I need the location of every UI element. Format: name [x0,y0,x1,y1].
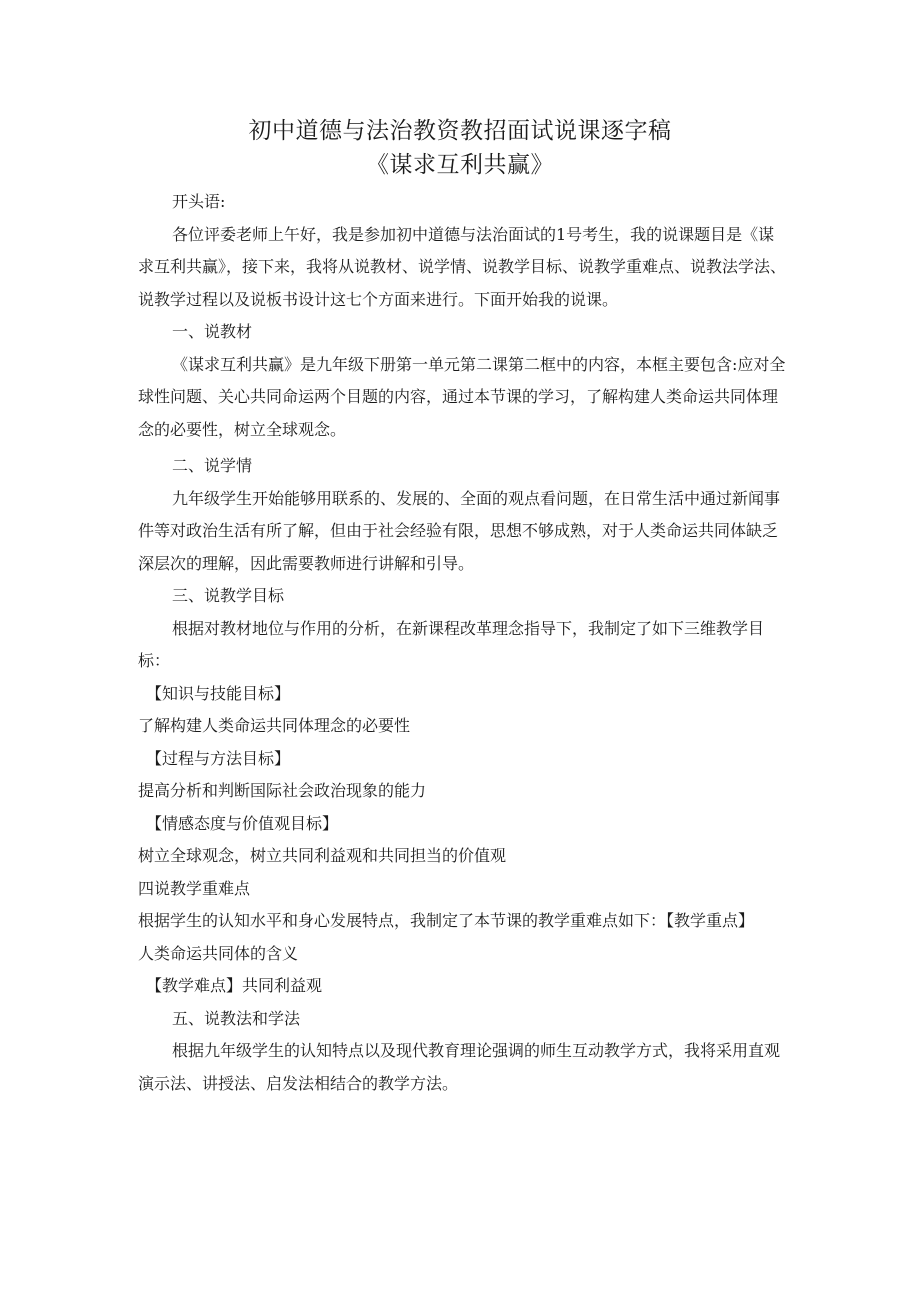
paragraph-key-point-content: 人类命运共同体的含义 [138,943,299,963]
paragraph-opening-label: 开头语: [172,192,226,211]
paragraph-knowledge: 了解构建人类命运共同体理念的必要性 [138,716,411,735]
document-title: 初中道德与法治教资教招面试说课逐字稿 [248,118,672,144]
subheading-knowledge: 【知识与技能目标】 [146,683,291,703]
heading-key-points: 四说教学重难点 [138,878,251,898]
paragraph-difficult-point: 【教学难点】共同利益观 [146,976,323,995]
subheading-attitude: 【情感态度与价值观目标】 [146,813,339,833]
paragraph-opening: 各位评委老师上午好，我是参加初中道德与法治面试的1号考生，我的说课题目是《谋求互利共赢》，接下来，我将从说教材、说学情、说教学目标、说教学重难点、说教法学法、说教学过程以及说板书设计这七个方面来进行。下面开始我的说课。 [138,224,787,309]
heading-objectives: 三、说教学目标 [172,586,285,605]
paragraph-process: 提高分析和判断国际社会政治现象的能力 [138,781,427,800]
paragraph-textbook: 《谋求互利共赢》是九年级下册第一单元第二课第二框中的内容，本框主要包含:应对全球性问题、关心共同命运两个目题的内容，通过本节课的学习，了解构建人类命运共同体理念的必要性，树立全球观念。 [138,354,786,439]
document-subtitle: 《谋求互利共赢》 [366,152,554,178]
subheading-process: 【过程与方法目标】 [146,748,291,768]
paragraph-students: 九年级学生开始能够用联系的、发展的、全面的观点看问题，在日常生活中通过新闻事件等对政治生活有所了解，但由于社会经验有限，思想不够成熟，对于人类命运共同体缺乏深层次的理解，因此需要教师进行讲解和引导。 [138,488,781,573]
heading-students: 二、说学情 [172,456,253,475]
document-body [138,186,786,1100]
paragraph-methods: 根据九年级学生的认知特点以及现代教育理论强调的师生互动教学方式，我将采用直观演示法、讲授法、启发法相结合的教学方法。 [138,1041,781,1093]
paragraph-attitude: 树立全球观念，树立共同利益观和共同担当的价值观 [138,846,507,865]
paragraph-objectives: 根据对教材地位与作用的分析，在新课程改革理念指导下，我制定了如下三维教学目标： [138,618,765,670]
paragraph-key-points: 根据学生的认知水平和身心发展特点，我制定了本节课的教学重难点如下：【教学重点】 [138,911,755,930]
heading-methods: 五、说教法和学法 [172,1008,301,1028]
heading-textbook: 一、说教材 [172,322,253,341]
